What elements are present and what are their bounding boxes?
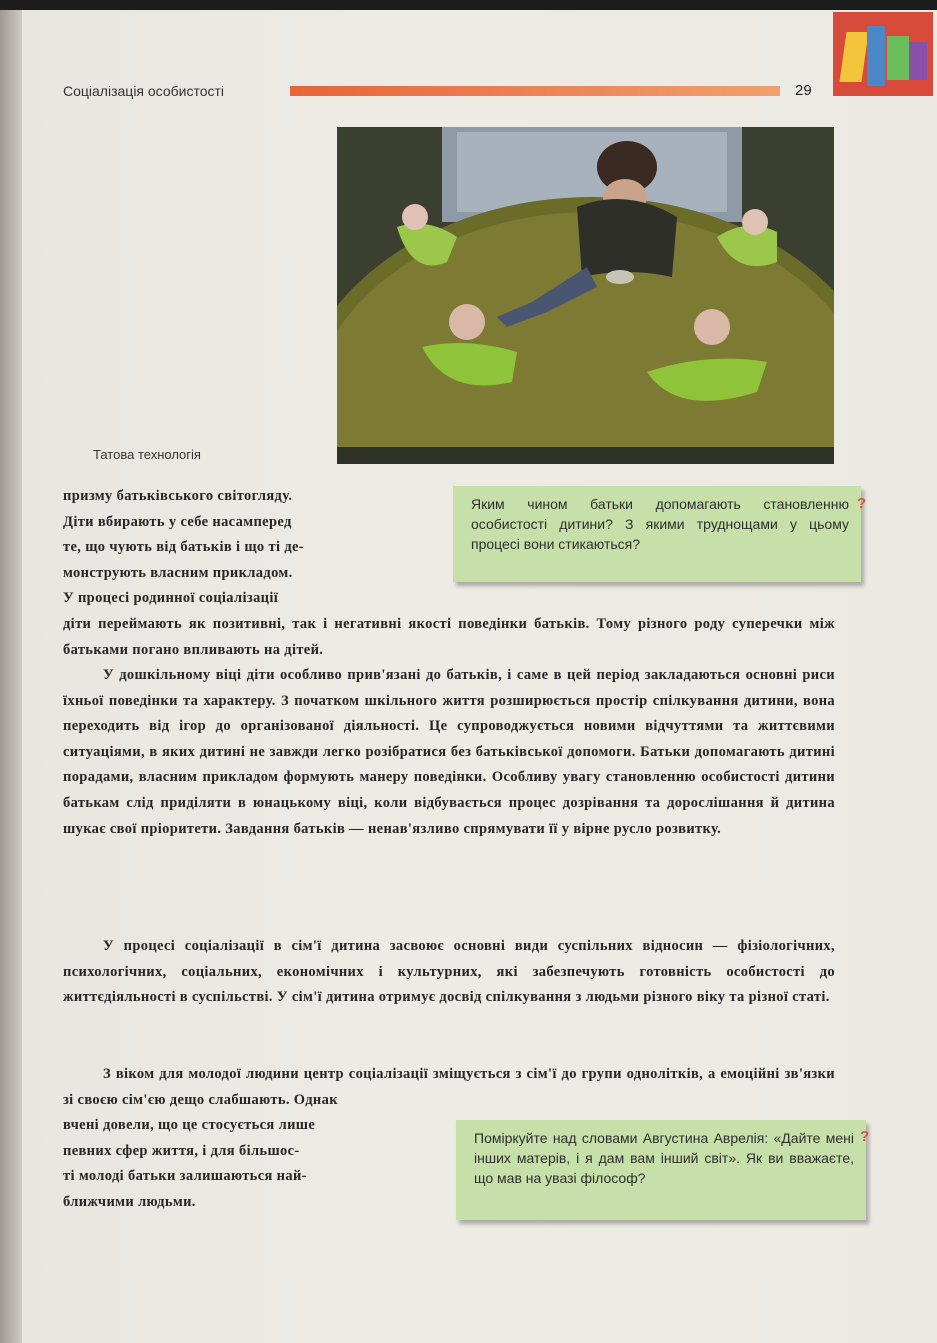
text-line: монструють власним прикладом. xyxy=(63,564,293,581)
photo-illustration xyxy=(337,127,834,464)
book-binding-shadow xyxy=(0,10,22,1343)
chapter-logo xyxy=(833,12,933,96)
page-top-edge xyxy=(0,0,937,10)
question-box-1: Яким чином батьки допомагають становленню особистості дитини? З якими труднощами у цьому процесі вони стикаються? xyxy=(453,486,861,582)
photo-caption: Татова технологія xyxy=(93,447,201,462)
text-line: Діти вбирають у себе насамперед xyxy=(63,513,292,530)
text-line: вчені довели, що це стосується лише xyxy=(63,1117,316,1133)
question-marker-icon: ? xyxy=(860,1128,870,1145)
text-line: призму батьківського світогляду. xyxy=(63,488,293,504)
page-number: 29 xyxy=(795,82,812,99)
question-box-2: Поміркуйте над словами Августина Аврелія: «Дайте мені інших матерів, і я дам вам інший світ». Як ви вважаєте, що мав на увазі філософ? xyxy=(456,1120,866,1220)
text-line: певних сфер життя, і для більшос- xyxy=(63,1142,300,1159)
section-title: Соціалізація особистості xyxy=(63,83,225,99)
text-line: те, що чують від батьків і що ті де- xyxy=(63,539,304,556)
header-accent-bar xyxy=(290,86,780,96)
paragraph-3: У процесі соціалізації в сім'ї дитина засвоює основні види суспільних відносин — фізіологічних, психологічних, соціальних, економічних і культурних, які забезпечують готовність особистості до життєдіяльності в суспільстві. У сім'ї дитина отримує досвід спілкування з людьми різного віку та різної статі. xyxy=(63,938,835,1006)
text-block-left-1 xyxy=(63,484,429,612)
photo-child-with-dolls xyxy=(337,127,834,464)
text-line: У процесі родинної соціалізації xyxy=(63,590,279,607)
paragraph-2: У дошкільному віці діти особливо прив'язані до батьків, і саме в цей період закладаються основні риси їхньої поведінки та характеру. З початком шкільного життя розширюється простір спілкування дитини, вона переходить від ігор до організованої діяльності. Це супроводжується новими відчуттями та життєвими ситуаціями, в яких дитині не завжди легко розібратися без батьківської допомоги. Батьки допомагають дитині порадами, власним прикладом формують манеру поведінки. Особливу увагу становленню особистості дитини батькам слід приділяти в юнацькому віці, коли відбувається процес дозрівання та дорослішання й дитина шукає свої пріоритети. Завдання батьків — ненав'язливо спрямувати її у вірне русло розвитку. xyxy=(63,667,835,837)
paragraph-4: З віком для молодої людини центр соціалізації зміщується з сім'ї до групи однолітків, а емоційні зв'язки зі своєю сім'єю дещо слабшають. Однак xyxy=(63,1066,835,1108)
text-line: ті молоді батьки залишаються най- xyxy=(63,1168,307,1185)
text-line: ближчими людьми. xyxy=(63,1193,196,1210)
text-block-left-2 xyxy=(63,1113,429,1215)
paragraph-1-continuation: діти переймають як позитивні, так і негативні якості поведінки батьків. Тому різного роду суперечки між батьками погано впливають на дітей. xyxy=(63,616,835,658)
question-marker-icon: ? xyxy=(857,495,867,512)
